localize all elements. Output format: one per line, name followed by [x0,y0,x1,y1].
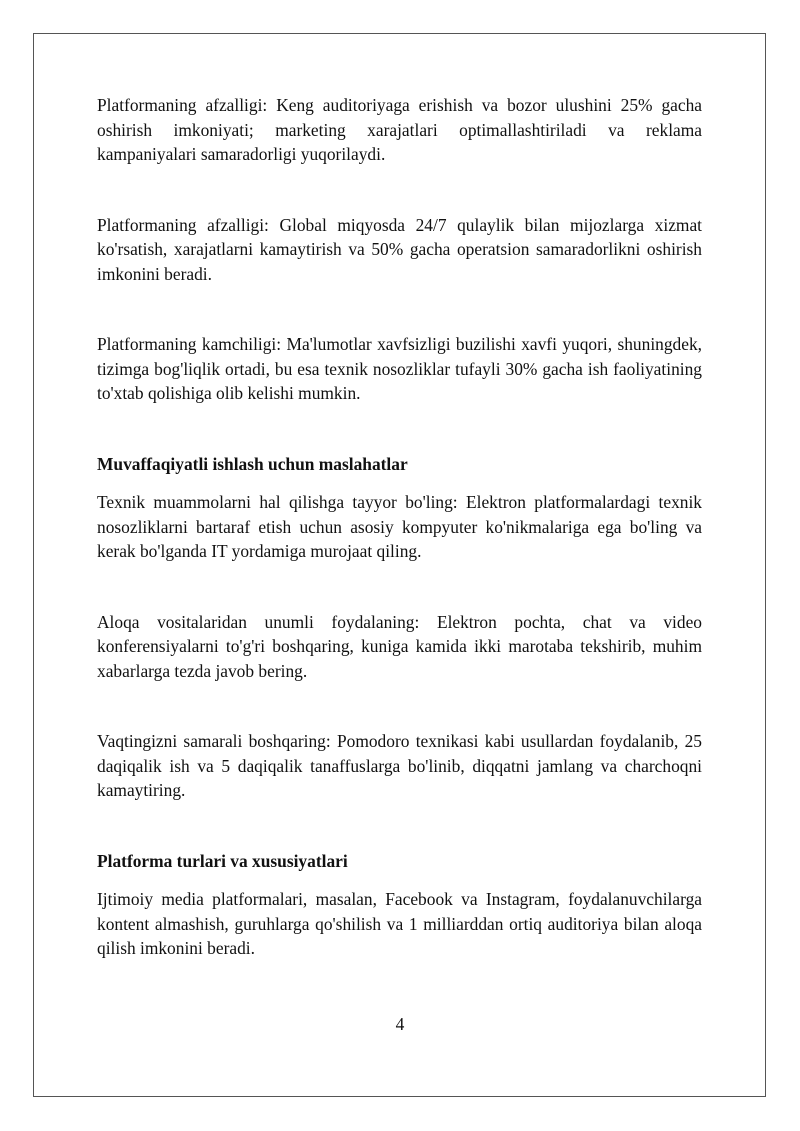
page-number: 4 [395,1014,405,1034]
paragraph-advantage-global: Platformaning afzalligi: Global miqyosda 24/7 qulaylik bilan mijozlarga xizmat ko'rsatish, xarajatlarni kamaytirish va 50% gacha operatsion samaradorlikni oshirish imkonini beradi. [97,214,702,284]
paragraph-social-media: Ijtimoiy media platformalari, masalan, Facebook va Instagram, foydalanuvchilarga kontent almashish, guruhlarga qo'shilish va 1 milliarddan ortiq auditoriya bilan aloqa qilish imkonini beradi. [97,889,702,958]
section-heading-tips: Muvaffaqiyatli ishlash uchun maslahatlar [97,453,408,474]
paragraph-tip-time: Vaqtingizni samarali boshqaring: Pomodoro texnikasi kabi usullardan foydalanib, 25 daqiqalik ish va 5 daqiqalik tanaffuslarga bo'linib, diqqatni jamlang va charchoqni kamaytiring. [97,731,702,800]
paragraph-tip-communication: Aloqa vositalaridan unumli foydalaning: Elektron pochta, chat va video konferensiyalarni to'g'ri boshqaring, kuniga kamida ikki marotaba tekshirib, muhim xabarlarga tezda javob bering. [97,611,702,681]
paragraph-tip-technical: Texnik muammolarni hal qilishga tayyor bo'ling: Elektron platformalardagi texnik nosozliklarni bartaraf etish uchun asosiy kompyuter ko'nikmalariga ega bo'ling va kerak bo'lganda IT yordamiga murojaat qiling. [97,492,702,561]
section-heading-platform-types: Platforma turlari va xususiyatlari [97,850,348,871]
paragraph-advantage-audience: Platformaning afzalligi: Keng auditoriyaga erishish va bozor ulushini 25% gacha oshirish imkoniyati; marketing xarajatlari optimallashtiriladi va reklama kampaniyalari samaradorligi yuqorilaydi. [97,95,702,164]
document-body [97,93,702,961]
paragraph-disadvantage-security: Platformaning kamchiligi: Ma'lumotlar xavfsizligi buzilishi xavfi yuqori, shuningdek, tizimga bog'liqlik ortadi, bu esa texnik nosozliklar tufayli 30% gacha ish faoliyatining to'xtab qolishiga olib kelishi mumkin. [97,334,702,403]
